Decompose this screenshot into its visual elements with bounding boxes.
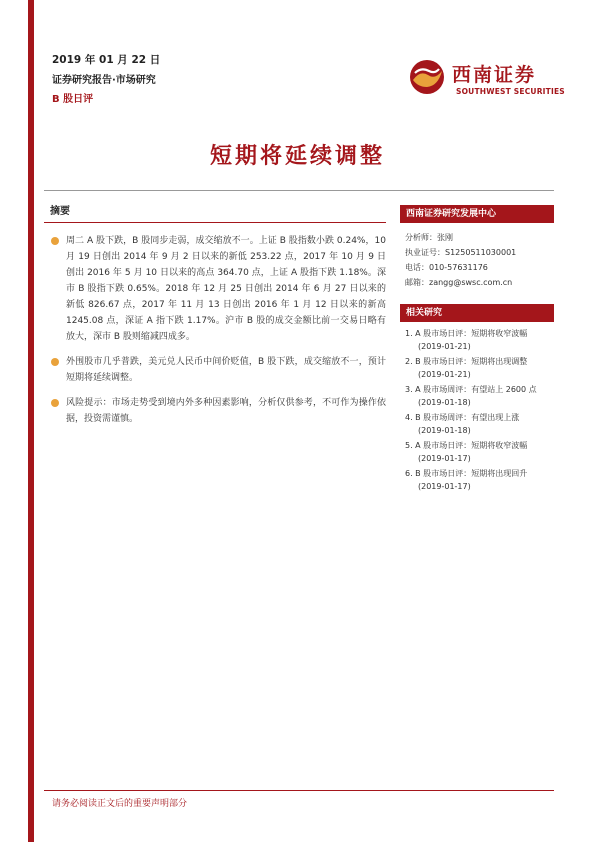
brand-name-cn: 西南证券 (452, 64, 537, 86)
footer-notice: 请务必阅读正文后的重要声明部分 (52, 799, 188, 809)
title-divider (44, 190, 554, 191)
related-report-title[interactable]: 2. B 股市场日评：短期将出现调整 (405, 357, 528, 366)
analyst-info (400, 223, 554, 290)
abstract-item-text: 外围股市几乎普跌，美元兑人民币中间价贬值，B 股下跌，成交缩放不一，预计短期将延续调整。 (66, 357, 386, 383)
related-report-title[interactable]: 5. A 股市场日评：短期将收窄波幅 (405, 441, 528, 450)
abstract-item-text: 周二 A 股下跌，B 股同步走弱，成交缩放不一。上证 B 股指数小跌 0.24%，10 月 19 日创出 2014 年 9 月 2 日以来的新低 253.22 点，2017 年 10 月 9 日创出 2016 年 5 月 10 日以来的高点 364.70 点，上证 A 股指下跌 1.18%。深市 B 股指下跌 0.65%。2018 年 12 月 25 日创出 2014 年 6 月 27 日以来的新低 826.67 点，2017 年 11 月 13 日创出 2016 年 1 月 12 日以来的新高 1245.08 点，深证 A 指下跌 1.17%。沪市 B 股的成交金额比前一交易日略有放大，深市 B 股则缩减四成多。 (66, 236, 386, 342)
related-report-date: (2019-01-17) (418, 481, 471, 491)
analyst-phone-row (405, 260, 554, 275)
abstract-item (44, 354, 386, 386)
related-report-item[interactable] (400, 328, 554, 353)
report-type: 证券研究报告·市场研究 (52, 75, 156, 86)
analyst-cert: S1250511030001 (445, 248, 517, 257)
analyst-name: 张刚 (437, 233, 453, 242)
related-report-item[interactable] (400, 412, 554, 437)
related-report-date: (2019-01-17) (418, 453, 471, 463)
related-report-item[interactable] (400, 440, 554, 465)
report-title: 短期将延续调整 (209, 143, 385, 169)
swsc-logo-icon (408, 58, 446, 96)
sidebar (400, 205, 554, 496)
related-report-item[interactable] (400, 384, 554, 409)
abstract-section (44, 203, 386, 436)
related-report-title[interactable]: 1. A 股市场日评：短期将收窄波幅 (405, 329, 528, 338)
analyst-cert-label: 执业证号： (405, 248, 445, 257)
bullet-dot-icon (51, 237, 59, 245)
related-report-title[interactable]: 4. B 股市场周评：有望出现上涨 (405, 413, 520, 422)
report-category: B 股日评 (52, 94, 94, 105)
related-report-date: (2019-01-21) (418, 341, 471, 351)
abstract-heading: 摘要 (50, 206, 70, 217)
brand-name-en: SOUTHWEST SECURITIES (456, 87, 565, 96)
related-research-list (400, 328, 554, 493)
related-report-date: (2019-01-18) (418, 425, 471, 435)
analyst-name-row (405, 230, 554, 245)
analyst-email-row (405, 275, 554, 290)
footer-divider (44, 790, 554, 791)
related-report-date: (2019-01-21) (418, 369, 471, 379)
research-center-heading: 西南证券研究发展中心 (400, 205, 554, 223)
analyst-email-label: 邮箱： (405, 278, 429, 287)
analyst-email[interactable]: zangg@swsc.com.cn (429, 278, 513, 287)
analyst-cert-row (405, 245, 554, 260)
related-report-date: (2019-01-18) (418, 397, 471, 407)
bullet-dot-icon (51, 399, 59, 407)
abstract-divider (44, 222, 386, 223)
related-report-item[interactable] (400, 468, 554, 493)
related-report-title[interactable]: 3. A 股市场周评：有望站上 2600 点 (405, 385, 537, 394)
analyst-phone: 010-57631176 (429, 263, 488, 272)
brand-logo (408, 58, 565, 102)
report-header (52, 53, 160, 106)
analyst-phone-label: 电话： (405, 263, 429, 272)
related-research-heading: 相关研究 (400, 304, 554, 322)
abstract-list (44, 233, 386, 427)
left-accent-bar (28, 0, 34, 842)
abstract-item-text: 风险提示：市场走势受到境内外多种因素影响，分析仅供参考，不可作为操作依据，投资需谨慎。 (66, 398, 386, 424)
related-report-item[interactable] (400, 356, 554, 381)
abstract-item (44, 395, 386, 427)
abstract-item (44, 233, 386, 345)
analyst-name-label: 分析师： (405, 233, 437, 242)
report-date: 2019 年 01 月 22 日 (52, 54, 161, 66)
related-report-title[interactable]: 6. B 股市场日评：短期将出现回升 (405, 469, 528, 478)
bullet-dot-icon (51, 358, 59, 366)
